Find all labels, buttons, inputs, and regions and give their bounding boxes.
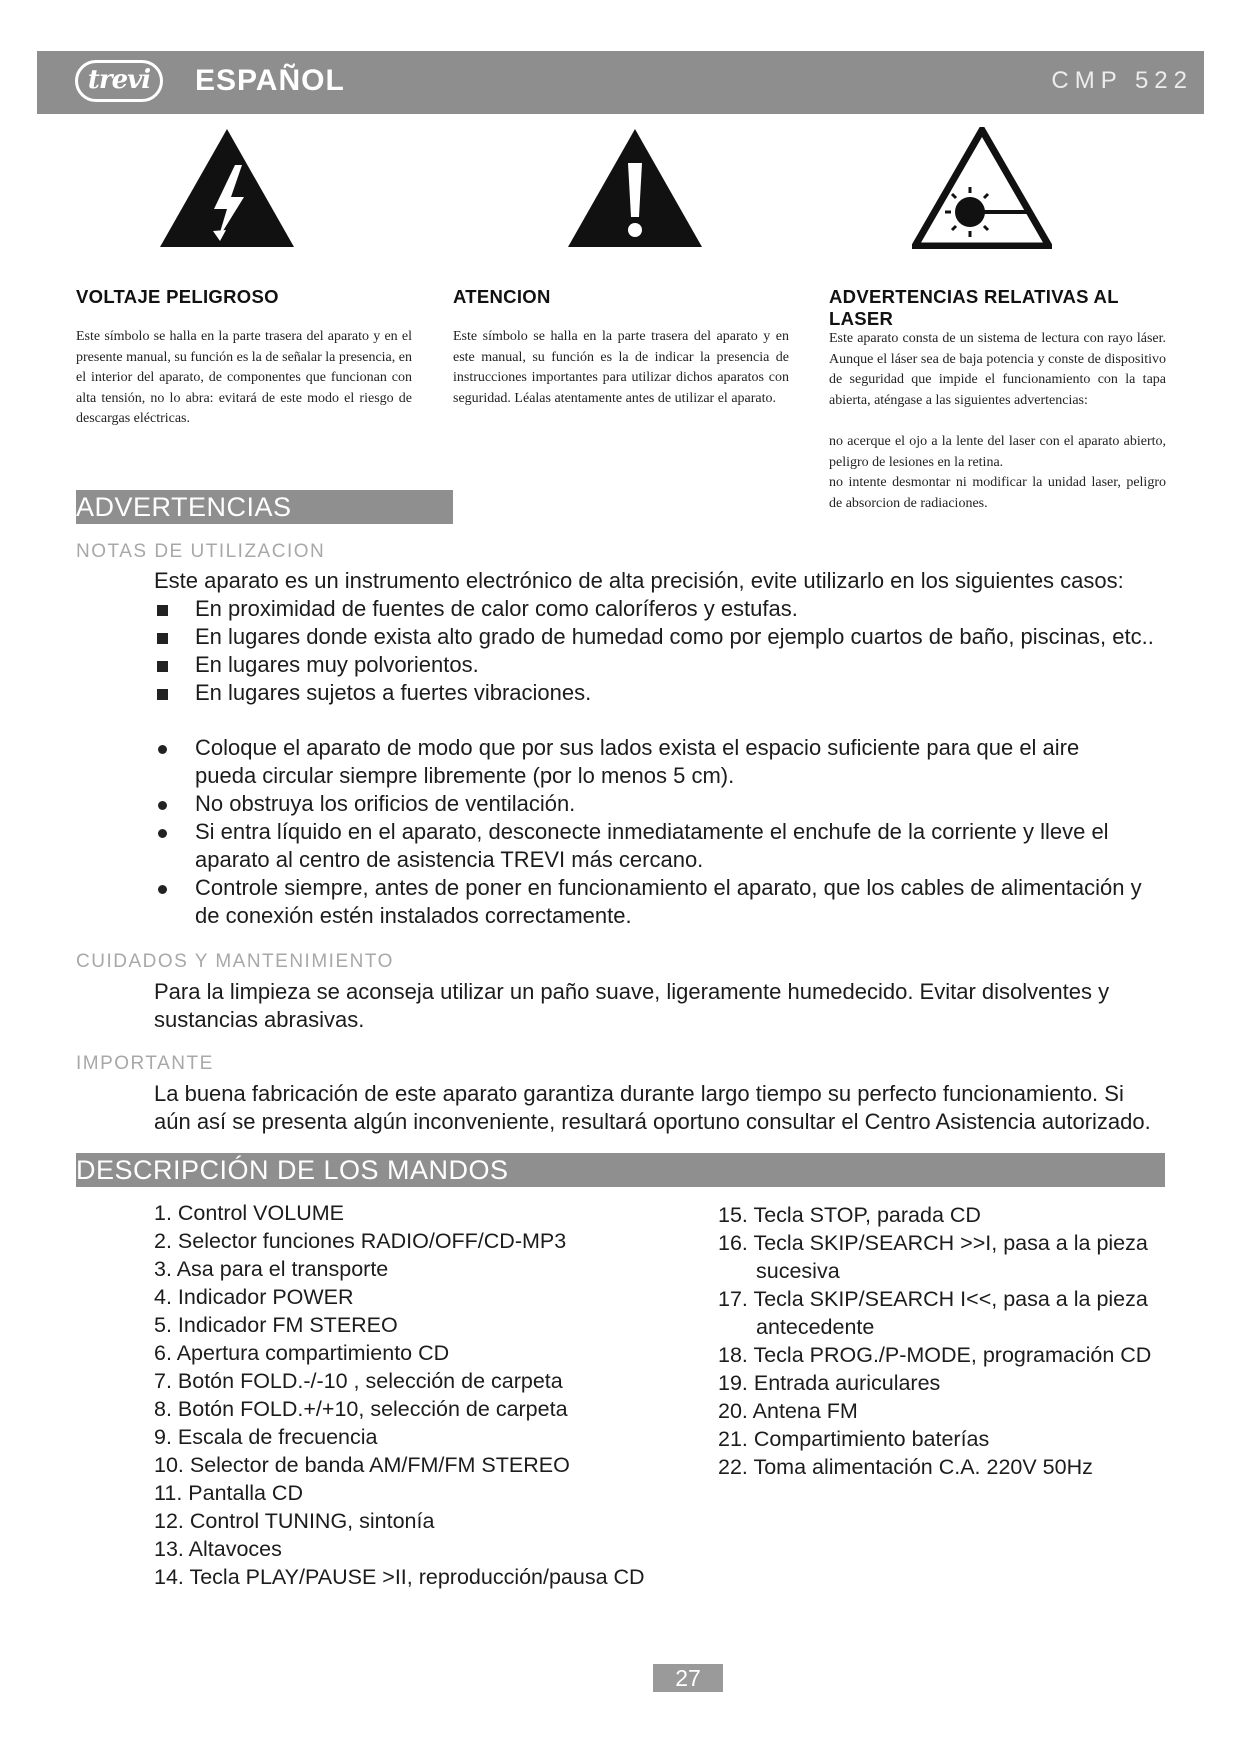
- notas-intro: Este aparato es un instrumento electrónico de alta precisión, evite utilizarlo en los siguientes casos:: [154, 568, 1124, 593]
- list-item: 22. Toma alimentación C.A. 220V 50Hz: [718, 1455, 1093, 1479]
- controls-list-right: [718, 1201, 1188, 1481]
- language-title: ESPAÑOL: [195, 64, 345, 97]
- advertencias-banner-label: ADVERTENCIAS: [76, 492, 292, 522]
- square-bullet-icon: [157, 661, 168, 672]
- important-text: La buena fabricación de este aparato garantiza durante largo tiempo su perfecto funcionamiento. Si aún así se presenta algún inconveniente, resultará oportuno consultar el Centro Asistencia autorizado.: [154, 1081, 1151, 1134]
- round-bullet-icon: [158, 885, 167, 894]
- square-bullet-icon: [157, 633, 168, 644]
- tips-list: [154, 734, 1144, 930]
- laser-warning-icon: [912, 127, 1052, 249]
- notas-heading: NOTAS DE UTILIZACION: [76, 541, 326, 562]
- attention-warning-title: ATENCION: [453, 286, 551, 307]
- list-item: 11. Pantalla CD: [154, 1481, 303, 1505]
- list-item: 19. Entrada auriculares: [718, 1371, 941, 1395]
- list-item: 9. Escala de frecuencia: [154, 1425, 378, 1449]
- laser-warning-line1: no acerque el ojo a la lente del laser con el aparato abierto, peligro de lesiones en la retina.: [829, 434, 1166, 470]
- square-bullet-icon: [157, 689, 168, 700]
- list-item: Controle siempre, antes de poner en funcionamiento el aparato, que los cables de alimentación y de conexión estén instalados correctamente.: [154, 874, 1144, 930]
- list-item: En lugares sujetos a fuertes vibraciones.: [154, 679, 1164, 707]
- exclamation-warning-icon: [566, 127, 704, 249]
- advertencias-banner: [76, 490, 453, 524]
- list-item: En lugares muy polvorientos.: [154, 651, 1164, 679]
- list-item: 18. Tecla PROG./P-MODE, programación CD: [718, 1343, 1152, 1367]
- controls-banner-label: DESCRIPCIÓN DE LOS MANDOS: [76, 1155, 509, 1185]
- list-item: No obstruya los orificios de ventilación.: [154, 790, 1144, 818]
- list-item: 17. Tecla SKIP/SEARCH I<<, pasa a la pieza: [718, 1287, 1148, 1311]
- model-number: CMP 522: [1051, 67, 1193, 94]
- high-voltage-warning-icon: [158, 127, 296, 249]
- list-item: 15. Tecla STOP, parada CD: [718, 1203, 981, 1227]
- voltage-warning-text: Este símbolo se halla en la parte trasera del aparato y en el presente manual, su función es la de señalar la presencia, en el interior del aparato, de componentes que funcionan con alta tensión, no lo abra: evitará de este modo el riesgo de descargas eléctricas.: [76, 329, 412, 426]
- list-item: 20. Antena FM: [718, 1399, 858, 1423]
- list-item: 21. Compartimiento baterías: [718, 1427, 990, 1451]
- list-item: 16. Tecla SKIP/SEARCH >>I, pasa a la pieza: [718, 1231, 1148, 1255]
- round-bullet-icon: [158, 745, 167, 754]
- avoid-list: [154, 595, 1164, 707]
- list-item: 3. Asa para el transporte: [154, 1257, 389, 1281]
- list-item: 12. Control TUNING, sintonía: [154, 1509, 435, 1533]
- attention-warning-text: Este símbolo se halla en la parte trasera del aparato y en este manual, su función es la de indicar la presencia de instrucciones importantes para utilizar dichos aparatos con seguridad. Léalas atentamente antes de utilizar el aparato.: [453, 329, 789, 406]
- list-item: 13. Altavoces: [154, 1537, 282, 1561]
- round-bullet-icon: [158, 829, 167, 838]
- important-heading: IMPORTANTE: [76, 1053, 214, 1074]
- voltage-warning-title: VOLTAJE PELIGROSO: [76, 286, 279, 307]
- care-text: Para la limpieza se aconseja utilizar un paño suave, ligeramente humedecido. Evitar disolventes y sustancias abrasivas.: [154, 979, 1110, 1032]
- care-heading: CUIDADOS Y MANTENIMIENTO: [76, 951, 394, 972]
- square-bullet-icon: [157, 605, 168, 616]
- laser-warning-title: ADVERTENCIAS RELATIVAS AL LASER: [829, 286, 1119, 329]
- round-bullet-icon: [158, 801, 167, 810]
- list-item: 14. Tecla PLAY/PAUSE >II, reproducción/pausa CD: [154, 1565, 645, 1589]
- controls-banner: [76, 1153, 1165, 1187]
- laser-warning-text: Este aparato consta de un sistema de lectura con rayo láser. Aunque el láser sea de baja potencia y conste de dispositivo de seguridad que impide el funcionamiento con la tapa abierta, aténgase a las siguientes advertencias:: [829, 331, 1166, 408]
- list-item: 10. Selector de banda AM/FM/FM STEREO: [154, 1453, 570, 1477]
- list-item-continuation: sucesiva: [756, 1259, 840, 1283]
- list-item: En lugares donde exista alto grado de humedad como por ejemplo cuartos de baño, piscinas, etc..: [154, 623, 1164, 651]
- list-item: 8. Botón FOLD.+/+10, selección de carpeta: [154, 1397, 568, 1421]
- trevi-logo: trevi: [75, 60, 163, 102]
- list-item: 1. Control VOLUME: [154, 1201, 344, 1225]
- list-item: 7. Botón FOLD.-/-10 , selección de carpeta: [154, 1369, 563, 1393]
- page-number: 27: [653, 1664, 723, 1692]
- controls-list-left: [154, 1199, 684, 1591]
- list-item-continuation: antecedente: [756, 1315, 875, 1339]
- list-item: 4. Indicador POWER: [154, 1285, 354, 1309]
- list-item: Coloque el aparato de modo que por sus lados exista el espacio suficiente para que el aire pueda circular siempre libremente (por lo menos 5 cm).: [154, 734, 1144, 790]
- list-item: Si entra líquido en el aparato, desconecte inmediatamente el enchufe de la corriente y lleve el aparato al centro de asistencia TREVI más cercano.: [154, 818, 1144, 874]
- list-item: En proximidad de fuentes de calor como caloríferos y estufas.: [154, 595, 1164, 623]
- laser-warning-line2: no intente desmontar ni modificar la unidad laser, peligro de absorcion de radiaciones.: [829, 475, 1166, 511]
- list-item: 2. Selector funciones RADIO/OFF/CD-MP3: [154, 1229, 567, 1253]
- list-item: 6. Apertura compartimiento CD: [154, 1341, 450, 1365]
- list-item: 5. Indicador FM STEREO: [154, 1313, 398, 1337]
